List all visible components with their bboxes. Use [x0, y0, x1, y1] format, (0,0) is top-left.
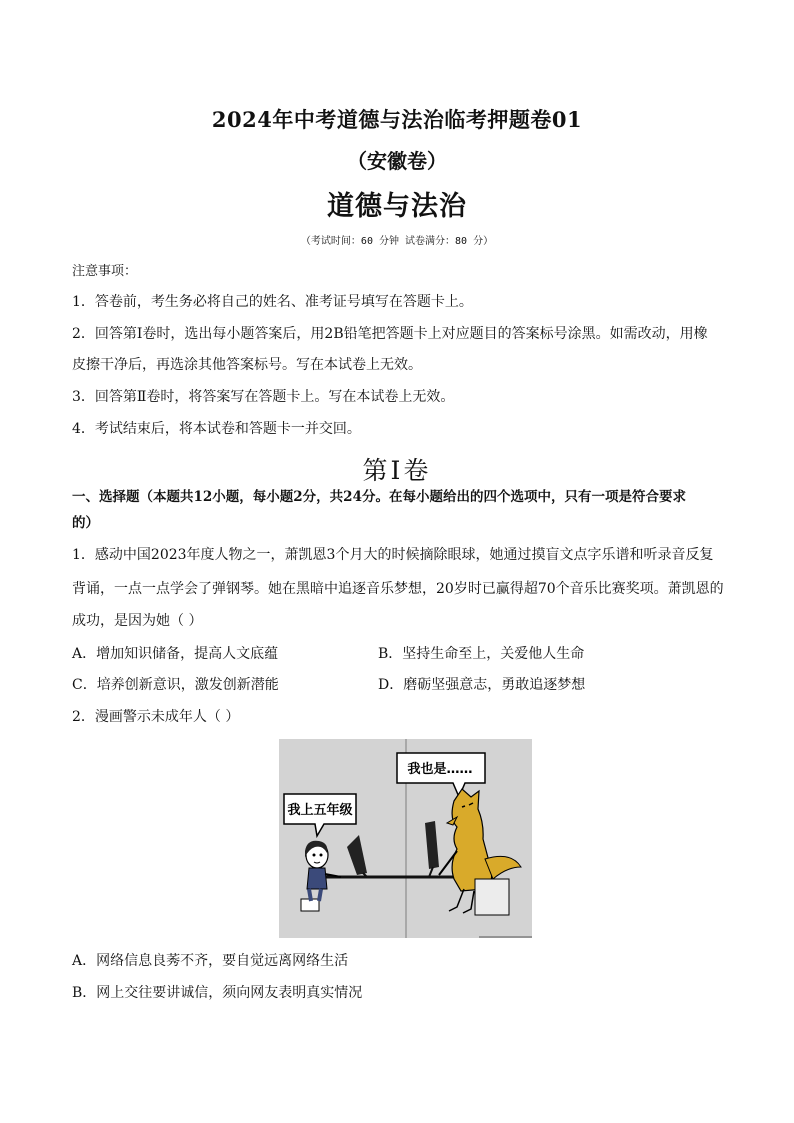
q2-option-a: A．网络信息良莠不齐，要自觉远离网络生活	[72, 953, 349, 969]
section-instruction-cont: 的）	[72, 515, 99, 531]
exam-info: （考试时间：60 分钟 试卷满分：80 分）	[300, 236, 494, 247]
section-title: 第Ⅰ卷	[362, 456, 432, 485]
note-item: 4．考试结束后，将本试卷和答题卡一并交回。	[72, 421, 361, 437]
comic-illustration	[279, 739, 532, 938]
q1-option-a: A．增加知识储备，提高人文底蕴	[72, 646, 279, 662]
question-1-stem: 成功，是因为她（ ）	[72, 613, 203, 629]
q2-option-b: B．网上交往要讲诚信，须向网友表明真实情况	[72, 985, 363, 1001]
q1-option-d: D．磨砺坚强意志，勇敢追逐梦想	[378, 677, 586, 693]
subject-title: 道德与法治	[327, 191, 467, 222]
exam-region: （安徽卷）	[347, 149, 447, 173]
note-item: 皮擦干净后，再选涂其他答案标号。写在本试卷上无效。	[72, 357, 422, 373]
section-instruction: 一、选择题（本题共12小题，每小题2分，共24分。在每小题给出的四个选项中，只有一项是符合要求	[72, 489, 686, 505]
bubble-left-text: 我上五年级	[287, 803, 353, 818]
note-item: 2．回答第Ⅰ卷时，选出每小题答案后，用2B铅笔把答题卡上对应题目的答案标号涂黑。如需改动，用橡	[72, 326, 708, 342]
notes-heading: 注意事项：	[72, 264, 138, 279]
question-1-stem: 1．感动中国2023年度人物之一，萧凯恩3个月大的时候摘除眼球，她通过摸盲文点字乐谱和听录音反复	[72, 547, 714, 563]
wolf-stool	[475, 879, 509, 915]
bubble-right-text: 我也是……	[407, 762, 473, 777]
note-item: 1．答卷前，考生务必将自己的姓名、准考证号填写在答题卡上。	[72, 294, 473, 310]
question-1-stem: 背诵，一点一点学会了弹钢琴。她在黑暗中追逐音乐梦想，20岁时已赢得超70个音乐比赛奖项。萧凯恩的	[72, 581, 724, 597]
note-item: 3．回答第Ⅱ卷时，将答案写在答题卡上。写在本试卷上无效。	[72, 389, 455, 405]
question-2-stem: 2．漫画警示未成年人（ ）	[72, 709, 240, 725]
q1-option-c: C．培养创新意识，激发创新潜能	[72, 677, 279, 693]
exam-title: 2024年中考道德与法治临考押题卷01	[211, 107, 583, 132]
q1-option-b: B．坚持生命至上，关爱他人生命	[378, 646, 585, 662]
